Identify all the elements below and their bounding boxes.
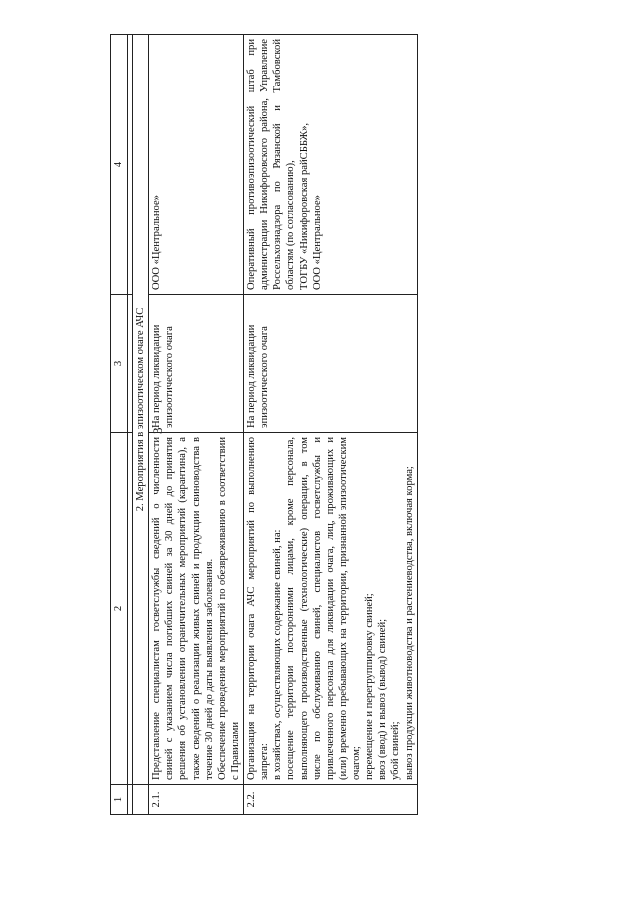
section-title: 2. Мероприятия в эпизоотическом очаге АЧС [133,35,149,785]
row-number: 2.1. [149,785,244,815]
measure-paragraph: Организация на территории очага АЧС мероприятий по выполнению запрета: [246,437,271,780]
measure-cell [244,433,418,785]
measures-table [110,34,418,815]
measure-paragraph: Представление специалистам госветслужбы сведений о численности свиней с указанием числа погибших свиней за 30 дней до принятия решения об установлении ограничительных мероприятий (карантина), а также сведений о реализации живых свиней и продукции свиноводства в течение 30 дней до даты выявления заболевания. [151,437,215,780]
measure-paragraph: в хозяйствах, осуществляющих содержание свиней, на: [272,529,284,780]
measure-cell [149,433,244,785]
responsible-line: ООО «Центральное» [311,195,323,290]
period-cell: На период ликвидации эпизоотического очага [149,295,244,433]
period-cell: На период ликвидации эпизоотического очага [244,295,418,433]
measure-paragraph: перемещение и перегруппировку свиней; [364,593,376,780]
table-row [149,35,244,815]
rotated-table-container [110,35,523,815]
measure-paragraph: вывоз продукции животноводства и растениеводства, включая корма; [403,466,415,780]
header-col-3: 3 [111,295,128,433]
responsible-line: ТОГБУ «Никифоровская райСББЖ», [298,122,310,290]
header-row [111,35,128,815]
responsible-line: ООО «Центральное» [151,195,163,290]
header-col-2: 2 [111,433,128,785]
measure-paragraph: ввоз (ввод) и вывоз (вывод) свиней; [377,618,389,780]
responsible-line: Оперативный противоэпизоотический штаб при администрации Никифоровского района, Управление Россельхознадзора по Рязанской и Тамбовской областям (по согласованию), [246,39,297,290]
section-row [133,35,149,815]
responsible-cell [244,35,418,295]
header-col-1: 1 [111,785,128,815]
responsible-cell [149,35,244,295]
header-col-4: 4 [111,35,128,295]
measure-paragraph: Обеспечение проведения мероприятий по обезвреживанию в соответствии с Правилами [216,437,241,780]
measure-paragraph: посещение территории посторонними лицами, кроме персонала, выполняющего производственные (технологические) операции, в том числе по обслуживанию свиней, специалистов госветслужбы и привлеченного персонала для ликвидации очага, лиц, проживающих и (или) временно пребывающих на территории, признанной эпизоотическим очагом; [285,437,362,780]
measure-paragraph: убой свиней; [390,721,402,780]
page-number: 3 [150,427,165,434]
table-row [244,35,418,815]
row-number: 2.2. [244,785,418,815]
